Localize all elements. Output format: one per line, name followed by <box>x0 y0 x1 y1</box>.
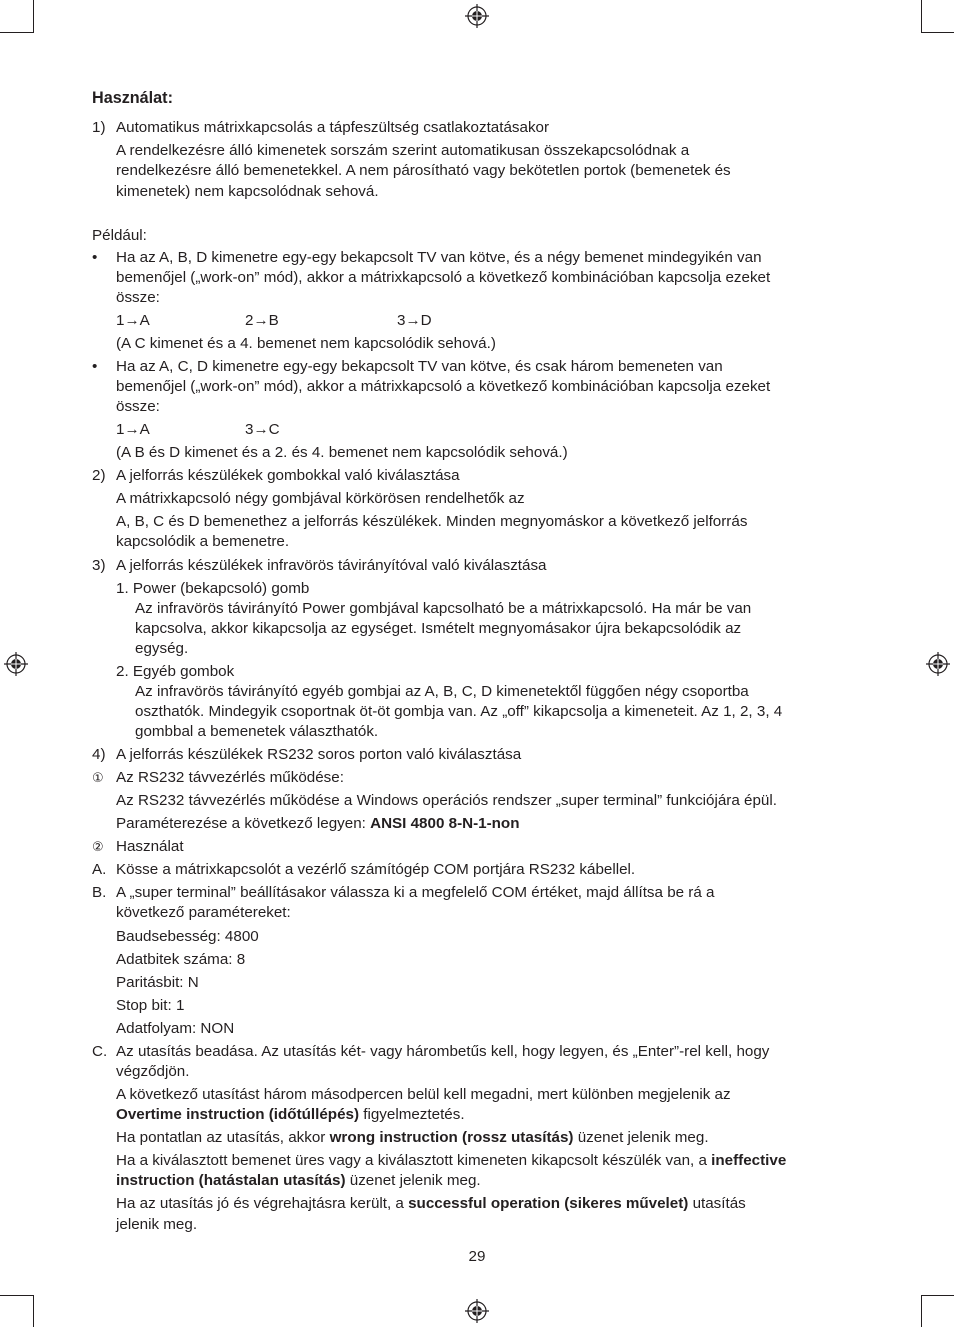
text-line <box>116 1171 481 1191</box>
crop-mark <box>0 1295 33 1296</box>
text-line <box>116 1128 709 1148</box>
text-line: bemenőjel („work-on” mód), akkor a mátrixkapcsoló a következő kombinációban kapcsolja ezeket <box>116 378 771 395</box>
text-line: Az infravörös távirányító Power gombjával kapcsolható be a mátrixkapcsoló. Ha már be van <box>135 600 752 617</box>
text-line: Ha az A, C, D kimenetre egy-egy bekapcsolt TV van kötve, és csak három bemeneten van <box>116 358 723 375</box>
text-line: össze: <box>116 398 160 415</box>
registration-mark-icon <box>4 652 28 676</box>
text-span: Ha pontatlan az utasítás, akkor <box>116 1129 330 1146</box>
text-line: Például: <box>92 227 147 244</box>
registration-mark-icon <box>465 1299 489 1323</box>
crop-mark <box>33 0 34 33</box>
registration-mark-icon <box>926 652 950 676</box>
text-line: kapcsolódik a bemenetre. <box>116 533 290 550</box>
text-line: Stop bit: 1 <box>116 997 185 1014</box>
bold-text: ANSI 4800 8-N-1-non <box>370 815 520 832</box>
text-line: össze: <box>116 289 160 306</box>
text-line: A következő utasítást három másodpercen belül kell megadni, mert különben megjelenik az <box>116 1086 731 1103</box>
text-line: Használat <box>116 838 184 855</box>
text-line: Kösse a mátrixkapcsolót a vezérlő számítógép COM portjára RS232 kábellel. <box>116 861 636 878</box>
text-span: utasítás <box>688 1195 746 1212</box>
mapping-item: 2→B <box>245 312 279 329</box>
text-line: A jelforrás készülékek RS232 soros porton való kiválasztása <box>116 746 522 763</box>
text-line: Paritásbit: N <box>116 974 199 991</box>
section-heading: Használat: <box>92 89 173 107</box>
text-span: üzenet jelenik meg. <box>573 1129 709 1146</box>
bullet-marker: • <box>92 358 98 375</box>
crop-mark <box>921 1295 954 1296</box>
bold-text: instruction (hatástalan utasítás) <box>116 1172 346 1189</box>
text-line: A jelforrás készülékek infravörös távirányítóval való kiválasztása <box>116 557 547 574</box>
text-line: A, B, C és D bemenethez a jelforrás készülékek. Minden megnyomáskor a következő jelforrás <box>116 513 748 530</box>
text-line: kapcsolva, akkor kikapcsolja az egységet. Ismételt megnyomásakor újra bekapcsolódik az <box>135 620 742 637</box>
list-marker: A. <box>92 861 107 878</box>
circled-marker: ② <box>92 839 104 854</box>
mapping-item: 3→D <box>397 312 432 329</box>
bold-text: wrong instruction (rossz utasítás) <box>329 1129 574 1146</box>
crop-mark <box>33 1295 34 1327</box>
text-line: végződjön. <box>116 1063 190 1080</box>
text-line <box>116 1194 746 1214</box>
text-line: kimenetek) nem kapcsolódnak sehová. <box>116 183 379 200</box>
crop-mark <box>921 32 954 33</box>
text-line: Baudsebesség: 4800 <box>116 928 259 945</box>
text-span: üzenet jelenik meg. <box>345 1172 481 1189</box>
text-line: következő paramétereket: <box>116 904 291 921</box>
list-marker: 2) <box>92 467 106 484</box>
circled-marker: ① <box>92 770 104 785</box>
text-span: Ha az utasítás jó és végrehajtásra került, a <box>116 1195 409 1212</box>
text-line: A mátrixkapcsoló négy gombjával körkörösen rendelhetők az <box>116 490 525 507</box>
mapping-item: 3→C <box>245 421 280 438</box>
mapping-item: 1→A <box>116 421 150 438</box>
bullet-marker: • <box>92 249 98 266</box>
text-span: Ha a kiválasztott bemenet üres vagy a kiválasztott kimeneten kikapcsolt készülék van, a <box>116 1152 712 1169</box>
text-line: rendelkezésre álló bemenetekkel. A nem párosítható vagy bekötetlen portok (bemenetek és <box>116 162 731 179</box>
list-marker: B. <box>92 884 107 901</box>
text-span: figyelmeztetés. <box>359 1106 465 1123</box>
text-line: bemenőjel („work-on” mód), akkor a mátrixkapcsoló a következő kombinációban kapcsolja ezeket <box>116 269 771 286</box>
registration-mark-icon <box>465 4 489 28</box>
list-marker: 1) <box>92 119 106 136</box>
page-number: 29 <box>468 1248 486 1265</box>
text-line: 1. Power (bekapcsoló) gomb <box>116 580 310 597</box>
text-line: (A C kimenet és a 4. bemenet nem kapcsolódik sehová.) <box>116 335 496 352</box>
text-line: (A B és D kimenet és a 2. és 4. bemenet nem kapcsolódik sehová.) <box>116 444 568 461</box>
text-line: Az RS232 távvezérlés működése a Windows operációs rendszer „super terminal” funkciójára épül. <box>116 792 777 809</box>
list-marker: C. <box>92 1043 108 1060</box>
text-line: jelenik meg. <box>116 1216 198 1233</box>
list-marker: 4) <box>92 746 106 763</box>
text-line: A jelforrás készülékek gombokkal való kiválasztása <box>116 467 460 484</box>
crop-mark <box>921 0 922 33</box>
text-span: Paraméterezése a következő legyen: <box>116 815 371 832</box>
text-line: 2. Egyéb gombok <box>116 663 235 680</box>
bold-text: successful operation (sikeres művelet) <box>408 1195 689 1212</box>
text-line <box>116 1105 465 1125</box>
bold-text: ineffective <box>711 1152 787 1169</box>
text-line: Ha az A, B, D kimenetre egy-egy bekapcsolt TV van kötve, és a négy bemenet mindegyikén van <box>116 249 762 266</box>
text-line: A „super terminal” beállításakor válassza ki a megfelelő COM értéket, majd állítsa be rá a <box>116 884 715 901</box>
text-line <box>116 1151 786 1171</box>
text-line: Adatfolyam: NON <box>116 1020 235 1037</box>
text-line: Az utasítás beadása. Az utasítás két- vagy hárombetűs kell, hogy legyen, és „Enter”-rel kell, hogy <box>116 1043 770 1060</box>
text-line: Adatbitek száma: 8 <box>116 951 246 968</box>
text-line: oszthatók. Mindegyik csoportnak öt-öt gombja van. Az „off” kikapcsolja a kimeneteit. Az 1, 2, 3, 4 <box>135 703 783 720</box>
bold-text: Overtime instruction (időtúllépés) <box>116 1106 360 1123</box>
text-line: Az RS232 távvezérlés működése: <box>116 769 344 786</box>
list-marker: 3) <box>92 557 106 574</box>
text-line: gombbal a bemenetek választhatók. <box>135 723 379 740</box>
text-line: A rendelkezésre álló kimenetek sorszám szerint automatikusan összekapcsolódnak a <box>116 142 690 159</box>
text-line: Automatikus mátrixkapcsolás a tápfeszültség csatlakoztatásakor <box>116 119 550 136</box>
text-line: egység. <box>135 640 189 657</box>
crop-mark <box>0 32 33 33</box>
text-line: Az infravörös távirányító egyéb gombjai az A, B, C, D kimenetektől függően négy csoportba <box>135 683 749 700</box>
mapping-item: 1→A <box>116 312 150 329</box>
text-line <box>116 814 520 834</box>
crop-mark <box>921 1295 922 1327</box>
